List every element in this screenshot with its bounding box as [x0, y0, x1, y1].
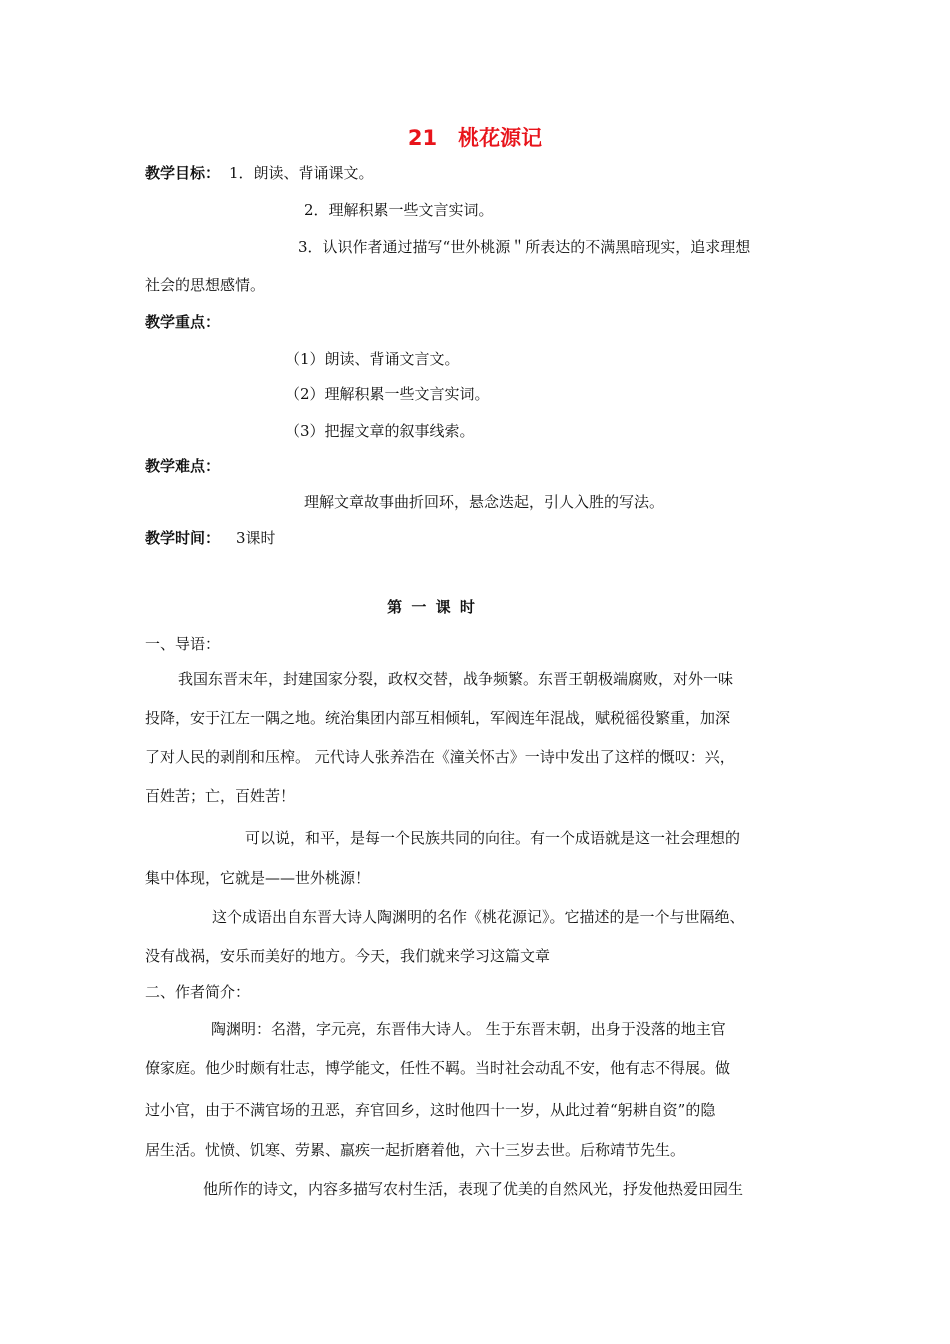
paragraph-line: 过小官，由于不满官场的丑恶，弃官回乡，这时他四十一岁，从此过着“躬耕自资”的隐 [145, 1101, 716, 1119]
lesson-heading: 第 一 课 时 [387, 598, 477, 616]
paragraph-line: 居生活。忧愤、饥寒、劳累、羸疾一起折磨着他，六十三岁去世。后称靖节先生。 [145, 1141, 686, 1159]
paragraph-line: 了对人民的剥削和压榨。 元代诗人张养浩在《潼关怀古》一诗中发出了这样的慨叹：兴， [145, 748, 735, 766]
goal-item-3: 3．认识作者通过描写“世外桃源＂所表达的不满黑暗现实，追求理想 [298, 238, 751, 256]
paragraph-line: 陶渊明：名潜，字元亮，东晋伟大诗人。 生于东晋末朝，出身于没落的地主官 [211, 1020, 726, 1038]
time-label: 教学时间： [145, 529, 221, 547]
paragraph-line: 僚家庭。他少时颇有壮志，博学能文，任性不羁。当时社会动乱不安，他有志不得展。做 [145, 1059, 731, 1077]
goal-item-1: 1．朗读、背诵课文。 [229, 164, 374, 182]
paragraph-line: 这个成语出自东晋大诗人陶渊明的名作《桃花源记》。它描述的是一个与世隔绝、 [212, 908, 745, 926]
section-heading-author: 二、作者简介： [145, 983, 251, 1001]
key-point-item: （1）朗读、背诵文言文。 [285, 350, 460, 368]
paragraph-line: 集中体现，它就是——世外桃源！ [145, 869, 371, 887]
document-title: 21 桃花源记 [407, 126, 543, 150]
key-point-item: （3）把握文章的叙事线索。 [285, 422, 475, 440]
goals-label: 教学目标： [145, 164, 221, 182]
paragraph-line: 他所作的诗文，内容多描写农村生活，表现了优美的自然风光，抒发他热爱田园生 [203, 1180, 744, 1198]
paragraph-line: 我国东晋末年，封建国家分裂，政权交替，战争频繁。东晋王朝极端腐败，对外一味 [178, 670, 734, 688]
time-value: 3课时 [236, 529, 276, 547]
paragraph-line: 没有战祸，安乐而美好的地方。今天，我们就来学习这篇文章 [145, 947, 551, 965]
goal-item-3-continued: 社会的思想感情。 [145, 276, 266, 294]
section-heading-intro: 一、导语： [145, 635, 221, 653]
key-point-item: （2）理解积累一些文言实词。 [285, 385, 490, 403]
paragraph-line: 百姓苦；亡，百姓苦！ [145, 787, 296, 805]
paragraph-line: 可以说，和平，是每一个民族共同的向往。有一个成语就是这一社会理想的 [245, 829, 741, 847]
difficulty-text: 理解文章故事曲折回环，悬念迭起，引人入胜的写法。 [304, 493, 665, 511]
paragraph-line: 投降，安于江左一隅之地。统治集团内部互相倾轧，军阀连年混战，赋税徭役繁重，加深 [145, 709, 731, 727]
difficulty-label: 教学难点： [145, 457, 221, 475]
goal-item-2: 2．理解积累一些文言实词。 [304, 201, 494, 219]
key-points-label: 教学重点： [145, 313, 221, 331]
